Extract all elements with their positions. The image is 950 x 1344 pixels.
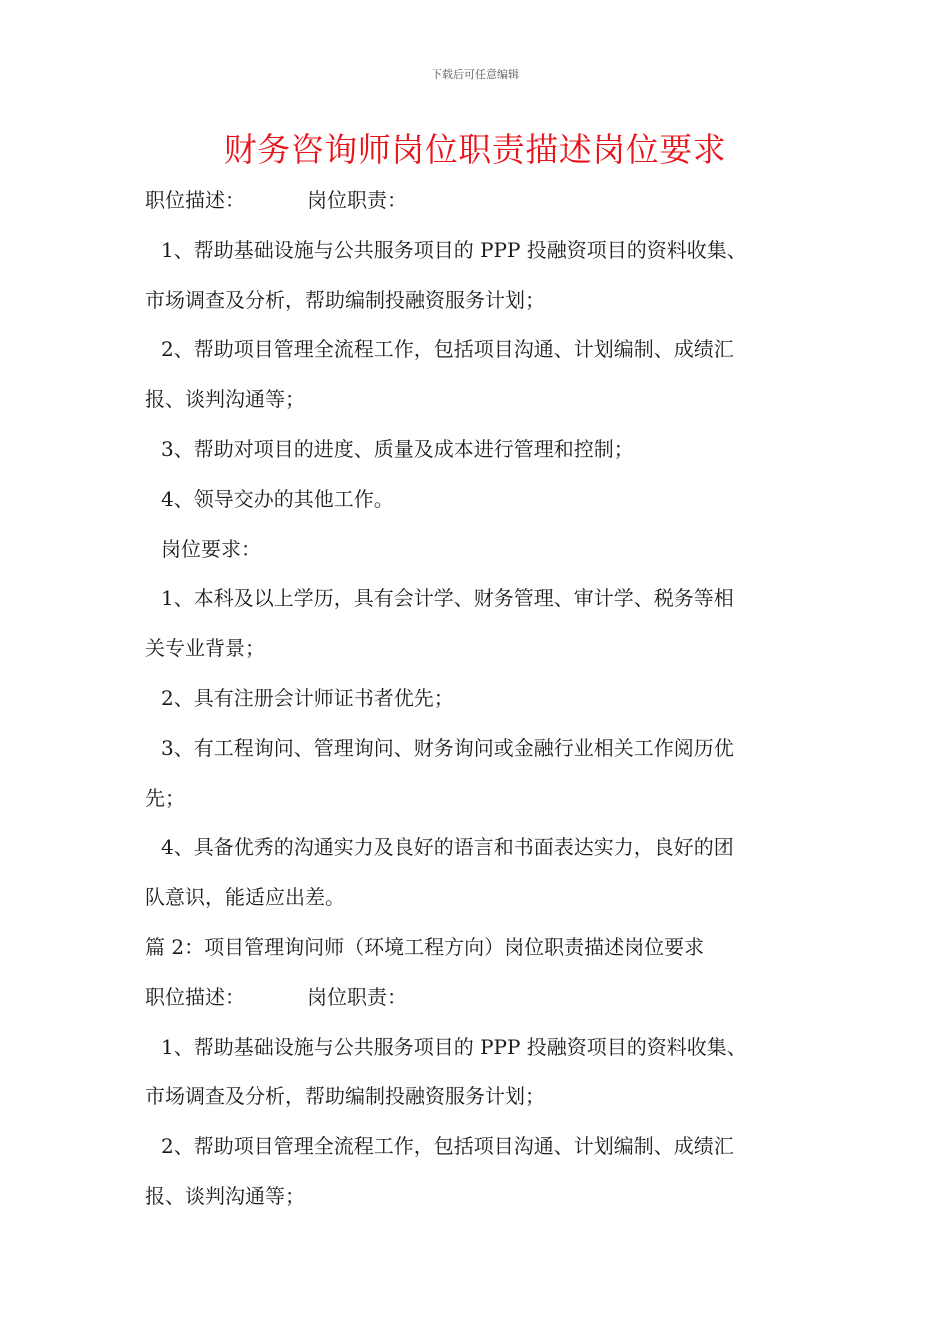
requirement-item-continued: 队意识，能适应出差。 [145, 885, 345, 910]
requirements-heading: 岗位要求： [161, 536, 261, 561]
document-title: 财务咨询师岗位职责描述岗位要求 [223, 130, 727, 169]
duties-label: 岗位职责： [307, 984, 407, 1009]
requirement-item: 1、本科及以上学历，具有会计学、财务管理、审计学、税务等相 [161, 586, 734, 611]
requirement-item-continued: 关专业背景； [145, 636, 265, 661]
duty-item: 1、帮助基础设施与公共服务项目的 PPP 投融资项目的资料收集、 [161, 237, 747, 262]
document-body [145, 176, 810, 1222]
duty-item-continued: 报、谈判沟通等； [145, 1183, 305, 1208]
duty-item-continued: 报、谈判沟通等； [145, 387, 305, 412]
position-description-label: 职位描述： [145, 984, 245, 1009]
duty-item: 1、帮助基础设施与公共服务项目的 PPP 投融资项目的资料收集、 [161, 1034, 747, 1059]
section-heading-line [145, 973, 810, 1023]
requirement-item: 4、具备优秀的沟通实力及良好的语言和书面表达实力，良好的团 [161, 835, 734, 860]
duty-item: 2、帮助项目管理全流程工作，包括项目沟通、计划编制、成绩汇 [161, 1134, 734, 1159]
section-heading-line [145, 176, 810, 226]
duty-item: 2、帮助项目管理全流程工作，包括项目沟通、计划编制、成绩汇 [161, 337, 734, 362]
duty-item: 3、帮助对项目的进度、质量及成本进行管理和控制； [161, 436, 634, 461]
duties-label: 岗位职责： [307, 188, 407, 212]
requirement-item: 2、具有注册会计师证书者优先； [161, 685, 454, 710]
requirement-item: 3、有工程询问、管理询问、财务询问或金融行业相关工作阅历优 [161, 735, 734, 760]
chapter-heading: 篇 2：项目管理询问师（环境工程方向）岗位职责描述岗位要求 [145, 934, 705, 959]
header-note: 下载后可任意编辑 [431, 68, 519, 81]
position-description-label: 职位描述： [145, 188, 245, 212]
requirement-item-continued: 先； [145, 785, 185, 810]
duty-item-continued: 市场调查及分析，帮助编制投融资服务计划； [145, 287, 545, 312]
duty-item-continued: 市场调查及分析，帮助编制投融资服务计划； [145, 1084, 545, 1109]
duty-item: 4、领导交办的其他工作。 [161, 486, 394, 511]
